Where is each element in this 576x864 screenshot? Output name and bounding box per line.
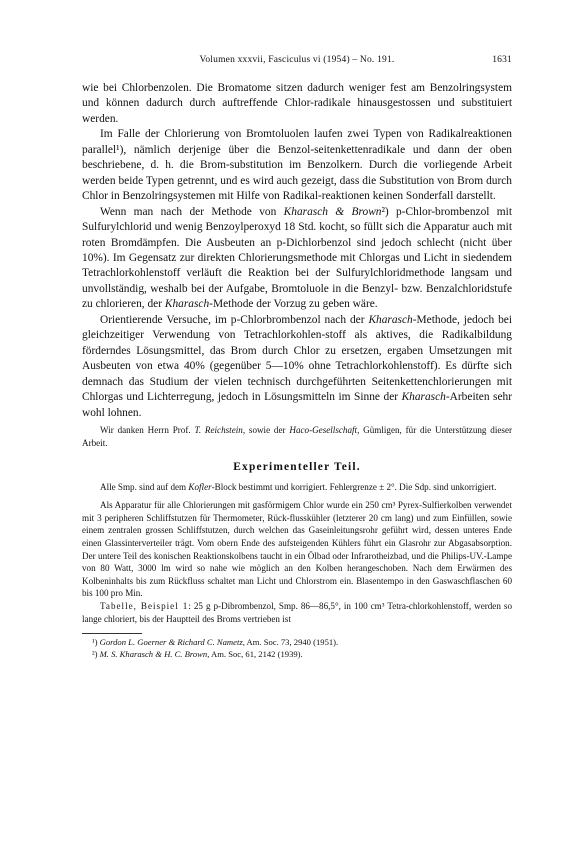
- citation-source: , Am. Soc. 73, 2940 (1951).: [242, 637, 339, 648]
- text-run: -Methode der Vorzug zu geben wäre.: [209, 298, 378, 311]
- author-name: Kharasch: [368, 313, 413, 326]
- method-name: Kofler: [188, 481, 212, 492]
- footnote-2: [82, 649, 512, 660]
- paragraph-2: Im Falle der Chlorierung von Bromtoluolen laufen zwei Typen von Radikalreaktionen parallel¹), nämlich derjenige über die Benzol-seitenkettenradikale und dann der oben beschriebene, d. h. die Brom-substitution im Benzolkern. Durch die vorliegende Arbeit werden beide Typen getrennt, und es wird auch gezeigt, dass die Substitution von Brom durch Chlor in Benzolringsystemen mit Hilfe von Radikal-reaktionen keinen Sonderfall darstellt.: [82, 128, 512, 203]
- experimental-paragraph-3: [82, 600, 512, 625]
- text-run: -Arbeiten sehr wohl lohnen.: [82, 391, 513, 419]
- author-name: Kharasch: [401, 391, 446, 404]
- text-run: : 25 g p-Dibrombenzol, Smp. 86—86,5°, in 100 cm³ Tetra-chlorkohlenstoff, werden so lange chloriert, bis der Hauptteil des Broms vertrieben ist: [82, 600, 512, 624]
- citation-authors: Gordon L. Goerner & Richard C. Nametz: [99, 637, 243, 648]
- text-run: Wenn man nach der Methode von: [100, 205, 284, 218]
- text-run: Orientierende Versuche, im p-Chlorbrombenzol nach der: [100, 313, 369, 326]
- author-name: Kharasch & Brown: [283, 205, 382, 218]
- text-run: -Methode, jedoch bei gleichzeitiger Verwendung von Tetrachlorkohlen-stoff als aktives, die Radikalbildung förderndes Lösungsmittel, das Brom durch Chlor zu ersetzen, ergaben Umsetzungen mit Ausbeuten von etwa 40% (gegenüber 5—10% ohne Tetrachlorkohlenstoff). Es dürfte sich demnach das Studium der vielen technisch durchgeführten Seitenkettenchlorierungen mit Chlorgas und Lichterregung, jedoch in Lösungsmitteln im Sinne der: [82, 313, 512, 404]
- text-run: Wir danken Herrn Prof.: [100, 424, 195, 435]
- paragraph-3: [82, 205, 512, 313]
- footnote-mark: ¹): [92, 637, 98, 648]
- running-header: [82, 55, 512, 69]
- footnote-mark: ²): [92, 648, 98, 659]
- acknowledgement: [82, 424, 512, 449]
- text-run: , sowie der: [242, 424, 290, 435]
- company-name: Haco-Gesellschaft: [289, 424, 358, 435]
- section-title: Experimenteller Teil.: [233, 461, 361, 474]
- text-run: ²) p-Chlor-brombenzol mit Sulfurylchlorid und wenig Benzoylperoxyd 18 Std. kocht, so füllt sich die Apparatur auch mit roten Bromdämpfen. Die Ausbeuten an p-Dichlorbenzol sind jedoch schlecht (nicht über 10%). Im Gegensatz zur direkten Chlorierungsmethode mit Chlorgas und Licht in siedendem Tetrachlorkohlenstoff verläuft die Reaktion bei der Sulfurylchloridmethode langsam und unvollständig, weshalb bei der Aufgabe, Bromtoluole in die Benzyl- bzw. Benzalchloridstufe zu chlorieren, der: [82, 205, 512, 311]
- paragraph-1: wie bei Chlorbenzolen. Die Bromatome sitzen dadurch weniger fest am Benzolringsystem und können dadurch durch auftreffende Chlor-radikale hinausgestossen und substituiert werden.: [82, 82, 512, 125]
- text-run: , Gümligen, für die Unterstützung dieser Arbeit.: [82, 424, 513, 448]
- citation-authors: M. S. Kharasch & H. C. Brown: [99, 648, 208, 659]
- article-body: [82, 81, 512, 660]
- experimental-paragraph-2: Als Apparatur für alle Chlorierungen mit gasförmigem Chlor wurde ein 250 cm³ Pyrex-Sulfierkolben verwendet mit 3 peripheren Schliffstutzen für Thermometer, Rück-flusskühler (letzterer 20 cm lang) und zum Einfüllen, sowie einem zentralen grossen Schliffstutzen, durch welchen das Gaseinleitungsrohr geführt wird, dessen unteres Ende einen Glassinterverteiler trägt. Vom obern Ende des aufsteigenden Kühlers führt ein Glasrohr zur Abgasabsorption. Der untere Teil des konischen Reaktionskolbens taucht in ein Ölbad oder Infrarotheizbad, und die Philips-UV.-Lampe von 80 Watt, 3000 lm wird so nahe wie möglich an den Kolben herangeschoben. Nach dem Erwärmen des Kolbeninhalts bis zum Rückfluss schaltet man Licht und Chlorstrom ein. Blasentempo in den Gaswaschflaschen 60 bis 100 pro Min.: [82, 500, 512, 599]
- page-number: 1631: [492, 55, 512, 65]
- text-run: Alle Smp. sind auf dem: [100, 481, 189, 492]
- text-run: -Block bestimmt und korrigiert. Fehlergrenze ± 2°. Die Sdp. sind unkorrigiert.: [211, 481, 497, 492]
- paragraph-4: [82, 313, 512, 421]
- person-name: T. Reichstein: [194, 424, 243, 435]
- example-label: Tabelle, Beispiel 1: [100, 600, 189, 611]
- author-name: Kharasch: [164, 298, 210, 311]
- footnote-rule: [82, 633, 142, 634]
- footnote-1: [82, 637, 512, 648]
- citation-source: , Am. Soc, 61, 2142 (1939).: [207, 648, 303, 659]
- running-head: Volumen xxxvii, Fasciculus vi (1954) – No. 191.: [199, 55, 395, 65]
- experimental-paragraph-1: [82, 481, 512, 494]
